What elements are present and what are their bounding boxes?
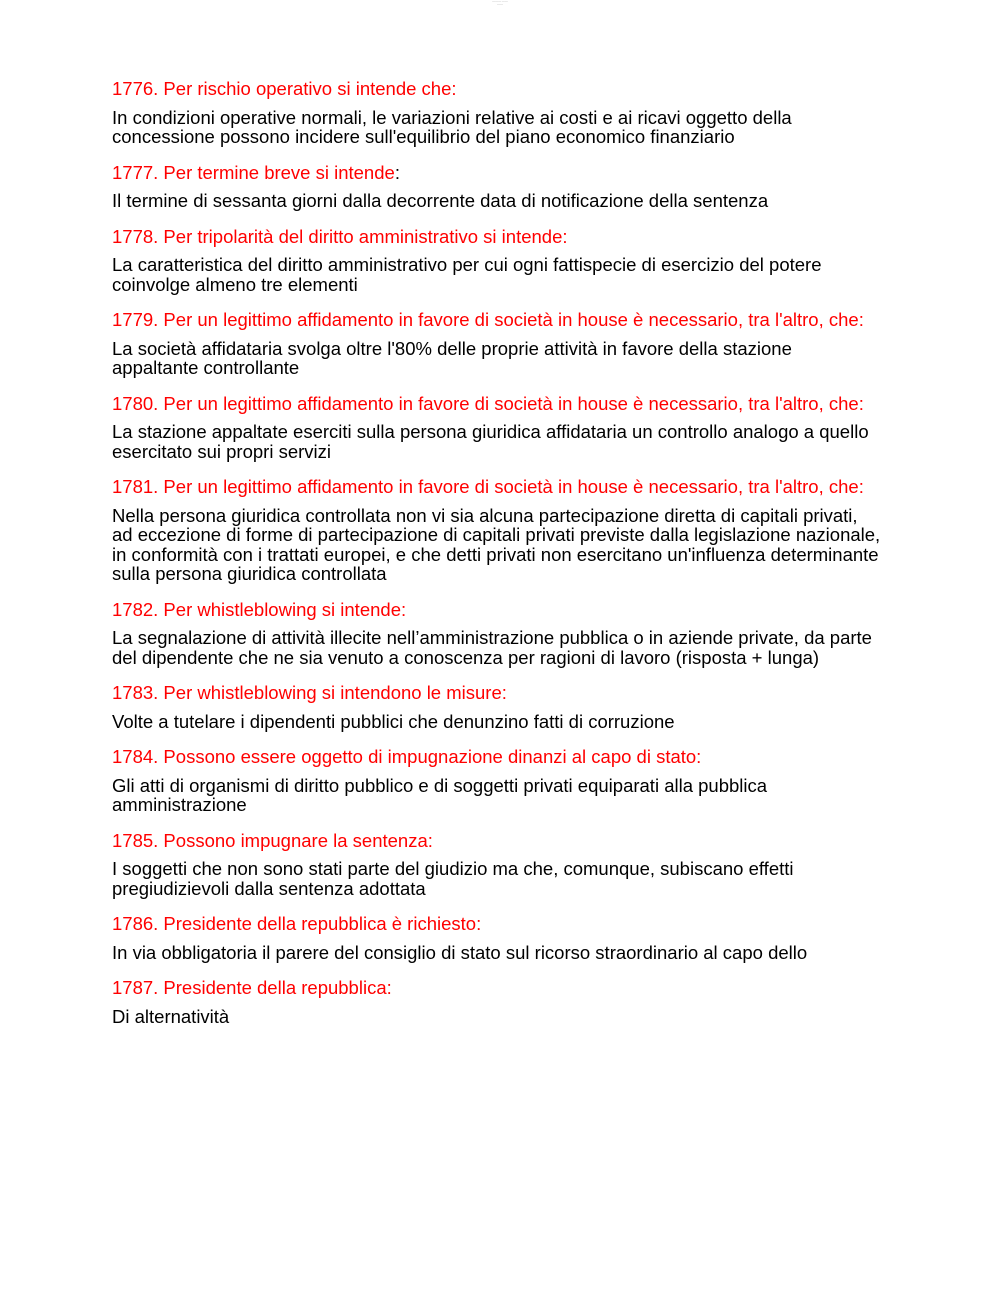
question-label: 1784. Possono essere oggetto di impugnazione dinanzi al capo di stato:: [112, 746, 702, 767]
question-text: [112, 914, 882, 934]
question-text: [112, 747, 882, 767]
answer-text: Nella persona giuridica controllata non vi sia alcuna partecipazione diretta di capitali privati, ad eccezione di forme di partecipazione di capitali privati previste dalla legislazione nazionale, in conformità con i trattati europei, e che detti privati non esercitano un'influenza determinante sulla persona giuridica controllata: [112, 504, 881, 584]
question-text: [112, 394, 882, 414]
question-tail: :: [394, 161, 400, 183]
qa-item-1776: [112, 79, 882, 147]
qa-item-1783: [112, 683, 882, 731]
question-text: [112, 310, 882, 330]
answer-text: In via obbligatoria il parere del consiglio di stato sul ricorso straordinario al capo dello: [112, 941, 808, 963]
answer-text: La stazione appaltate eserciti sulla persona giuridica affidataria un controllo analogo a quello esercitato sui propri servizi: [112, 421, 869, 462]
qa-item-1778: [112, 227, 882, 295]
answer-text: La segnalazione di attività illecite nell’amministrazione pubblica o in aziende private, da parte del dipendente che ne sia venuto a conoscenza per ragioni di lavoro (risposta + lunga): [112, 627, 872, 668]
question-text: [112, 227, 882, 247]
qa-item-1777: [112, 163, 882, 211]
answer-text: La società affidataria svolga oltre l'80% delle proprie attività in favore della stazione appaltante controllante: [112, 337, 792, 378]
qa-item-1785: [112, 831, 882, 899]
answer-text: Volte a tutelare i dipendenti pubblici che denunzino fatti di corruzione: [112, 710, 675, 732]
answer-text: Gli atti di organismi di diritto pubblico e di soggetti privati equiparati alla pubblica amministrazione: [112, 774, 768, 815]
question-text: [112, 600, 882, 620]
question-label: 1779. Per un legittimo affidamento in favore di società in house è necessario, tra l'altro, che:: [112, 309, 864, 330]
document-page: [112, 79, 882, 1042]
answer-text: Di alternatività: [112, 1005, 230, 1027]
qa-item-1780: [112, 394, 882, 462]
answer-text: La caratteristica del diritto amministrativo per cui ogni fattispecie di esercizio del potere coinvolge almeno tre elementi: [112, 254, 822, 295]
question-label: 1782. Per whistleblowing si intende:: [112, 598, 407, 620]
question-label: 1780. Per un legittimo affidamento in favore di società in house è necessario, tra l'altro, che:: [112, 392, 864, 414]
qa-item-1779: [112, 310, 882, 378]
question-label: 1781. Per un legittimo affidamento in favore di società in house è necessario, tra l'altro, che:: [112, 476, 864, 497]
answer-text: Il termine di sessanta giorni dalla decorrente data di notificazione della sentenza: [112, 190, 769, 211]
answer-text: I soggetti che non sono stati parte del giudizio ma che, comunque, subiscano effetti pregiudizievoli dalla sentenza adottata: [112, 858, 794, 899]
question-text: [112, 683, 882, 703]
page-header-mark: ——— —— ——: [492, 0, 508, 6]
question-text: [112, 978, 882, 998]
question-label: 1787. Presidente della repubblica:: [112, 977, 392, 998]
qa-item-1781: [112, 477, 882, 584]
question-label: 1786. Presidente della repubblica è richiesto:: [112, 913, 482, 934]
question-text: [112, 163, 882, 183]
question-label: 1783. Per whistleblowing si intendono le misure:: [112, 682, 507, 703]
question-label: 1777. Per termine breve si intende: [112, 161, 395, 183]
question-label: 1776. Per rischio operativo si intende che:: [112, 78, 457, 99]
question-text: [112, 831, 882, 851]
qa-item-1782: [112, 600, 882, 668]
question-label: 1778. Per tripolarità del diritto amministrativo si intende:: [112, 225, 568, 247]
answer-text: In condizioni operative normali, le variazioni relative ai costi e ai ricavi oggetto della concessione possono incidere sull'equilibrio del piano economico finanziario: [112, 106, 792, 147]
qa-item-1786: [112, 914, 882, 962]
question-text: [112, 79, 882, 99]
qa-item-1787: [112, 978, 882, 1026]
question-text: [112, 477, 882, 497]
question-label: 1785. Possono impugnare la sentenza:: [112, 829, 433, 851]
qa-item-1784: [112, 747, 882, 815]
